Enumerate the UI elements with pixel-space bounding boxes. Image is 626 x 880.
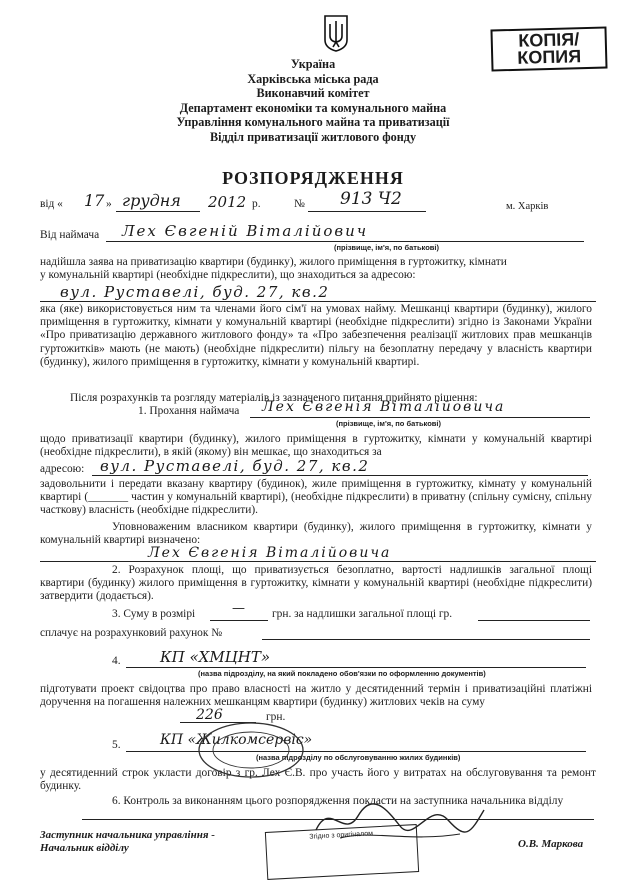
copy-stamp-line2: КОПИЯ [517,46,582,68]
item4-sum: 226 [196,707,223,723]
decision-intro: Після розрахунків та розгляду матеріалів із зазначеного питання прийнято рішення: [70,392,478,404]
copy-stamp-line1: КОПІЯ/ [518,29,580,51]
signatory-name: О.В. Маркова [518,838,584,850]
item4-currency: грн. [266,711,286,723]
number-label: № [294,198,305,210]
item5-org-line [126,751,586,752]
date-year-suffix: р. [252,198,261,210]
item5-num: 5. [112,739,121,751]
item4-org: КП «ХМЦНТ» [160,648,271,666]
item1-name: Лех Євгенія Віталійовича [262,399,506,415]
applicant-caption: (прізвище, ім'я, по батькові) [334,243,439,252]
item4-org-line [126,667,586,668]
item3-value-line [210,620,268,621]
date-prefix: від « [40,198,63,210]
item3-value: — [232,601,245,616]
intro-line1: надійшла заява на приватизацію квартири (будинку), жилого приміщення в гуртожитку, кімнати [40,256,507,268]
header-country: Україна [290,57,336,71]
item1-owner-text: Уповноваженим власником квартири (будинку), жилого приміщення в гуртожитку, кімнати у комунальній квартирі визначено: [40,521,592,547]
item1-caption: (прізвище, ім'я, по батькові) [336,419,441,428]
item3-text-b: грн. за надлишки загальної площі гр. [272,608,453,620]
header-division: Відділ приватизації житлового фонду [209,129,417,144]
item1-address-line [92,475,588,476]
header-committee: Виконавчий комітет [256,86,370,100]
item3-person-line [478,620,590,621]
item1-prefix: 1. Прохання наймача [138,405,240,417]
date-mid: » [106,198,112,210]
item1-address-label: адресою: [40,463,85,475]
certification-stamp-text: Згідно з оригіналом [309,830,374,841]
applicant-label: Від наймача [40,229,100,241]
item1-address: вул. Руставелі, буд. 27, кв.2 [100,457,370,475]
item4-text: підготувати проект свідоцтва про право власності на житло у десятиденний термін і приватизаційні платіжні доручення на погашення належних мешканцям квартири (будинку) житлових чеків на суму [40,683,592,709]
header-block [0,57,626,144]
coat-of-arms-icon [323,14,349,52]
seal-icon [196,720,306,780]
document-title: РОЗПОРЯДЖЕННЯ [222,168,404,188]
item1-text2: задовольнити і передати вказану квартиру (будинок), жиле приміщення в гуртожитку, кімнату у комунальній квартирі (_______ частин у комунальній квартирі), (необхідне підкреслити) в приватну (спільну сумісну, спільну часткову) власність (необхідне підкреслити). [40,478,592,517]
intro-line2: у комунальній квартирі (необхідне підкреслити), що знаходиться за адресою: [40,269,416,281]
item4-num: 4. [112,655,121,667]
item4-caption: (назва підрозділу, на який покладено обов'язки по оформленню документів) [198,669,486,678]
item6-text: 6. Контроль за виконанням цього розпорядження покласти на заступника начальника відділу [112,795,564,807]
number-line [308,211,426,212]
item5-org: КП «Жилкомсервіс» [160,732,313,748]
item3-text: 3. Суму в розмірі [112,608,196,620]
item1-text1: щодо приватизації квартири (будинку), жилого приміщення в гуртожитку, кімнати у комунальній квартирі (необхідне підкреслити), в якій (якому) він мешкає, що знаходиться за [40,433,592,459]
certification-stamp [265,824,419,880]
item3-account-line [262,639,590,640]
order-number: 913 Ч2 [340,189,402,209]
item1-name-line [250,417,590,418]
item2-text: 2. Розрахунок площі, що приватизується безоплатно, вартості надлишків загальної площі квартири (будинку) жилого приміщення в гуртожитку, кімнати у комунальній квартирі (необхідне підкреслити) затвердити (додається). [40,564,592,603]
applicant-line [106,241,584,242]
item5-text: у десятиденний строк укласти договір з гр. Лех Є.В. про участь його у витратах на обслуговування та ремонт будинку. [40,767,596,793]
date-day: 17 [84,191,105,210]
header-department: Департамент економіки та комунального майна [179,100,447,115]
date-year: 2012 [208,193,247,211]
applicant-name: Лех Євгеній Віталійович [122,222,369,240]
item1-owner-line [40,561,596,562]
header-council: Харківська міська рада [247,71,379,86]
item1-owner: Лех Євгенія Віталійовича [148,545,392,561]
item3-text2: сплачує на розрахунковий рахунок № [40,627,223,639]
date-month-line [116,211,200,212]
intro-address-line [40,301,596,302]
signatory-title-2: Начальник відділу [40,842,129,854]
item5-caption: (назва підрозділу по обслуговуванню жилих будинків) [256,753,461,762]
date-month: грудня [122,191,181,210]
intro-address: вул. Руставелі, буд. 27, кв.2 [60,283,330,301]
signatory-title-1: Заступник начальника управління - [40,829,215,841]
city: м. Харків [506,201,549,212]
intro-rest: яка (яке) використовується ним та членами його сім'ї на умовах найму. Мешканці квартири (будинку), жилого приміщення в гуртожитку, кімнати у комунальній квартирі (необхідне підкреслити) згідно із Законами України «Про приватизацію державного житлового фонду» та «Про забезпечення реалізації житлових прав мешканців гуртожитків» мають (не мають) (необхідне підкреслити) пільгу на безоплатну передачу у власність квартири (будинку), жилого приміщення в гуртожитку, кімнати у комунальній квартирі. [40,303,592,368]
header-directorate: Управління комунального майна та приватизації [176,115,450,129]
